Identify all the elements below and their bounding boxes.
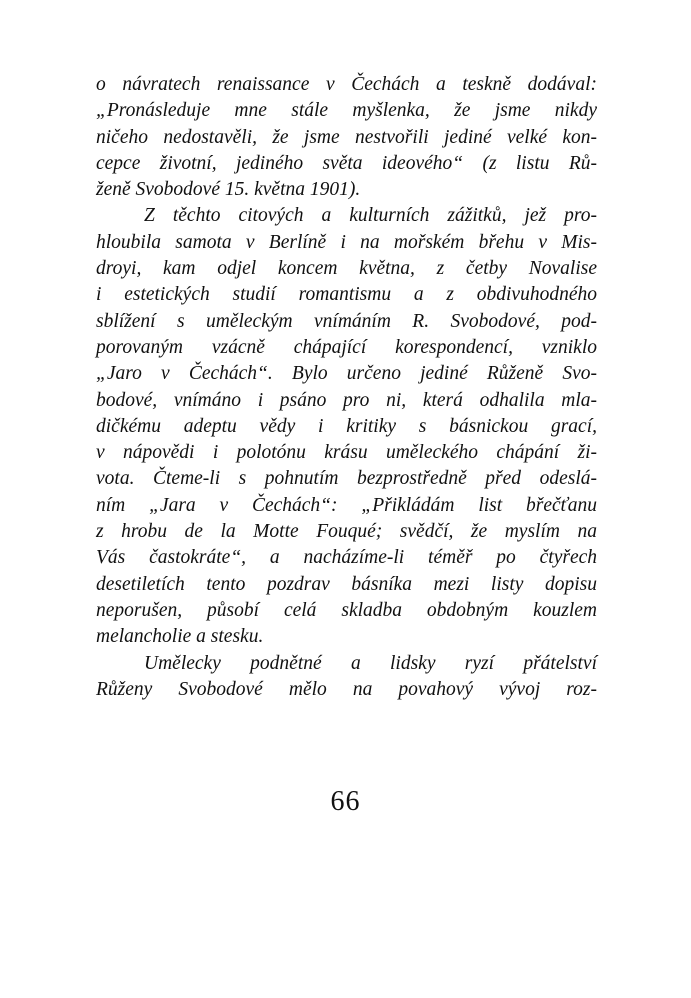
text-line: droyi, kam odjel koncem května, z četby Novalise — [96, 258, 597, 280]
text-line: Růženy Svobodové mělo na povahový vývoj roz- — [96, 678, 597, 700]
text-line: ženě Svobodové 15. května 1901). — [96, 179, 361, 201]
text-line: melancholie a stesku. — [96, 626, 264, 648]
text-line: dičkému adeptu vědy i kritiky s básnickou grací, — [96, 415, 597, 437]
text-line: ním „Jara v Čechách“: „Přikládám list břečťanu — [96, 494, 597, 516]
text-line: Z těchto citových a kulturních zážitků, jež pro- — [144, 205, 597, 227]
text-line: z hrobu de la Motte Fouqué; svědčí, že myslím na — [96, 521, 597, 543]
text-line: hloubila samota v Berlíně i na mořském břehu v Mis- — [96, 231, 597, 253]
text-line: i estetických studií romantismu a z obdivuhodného — [96, 284, 597, 306]
text-line: „Jaro v Čechách“. Bylo určeno jediné Růženě Svo- — [96, 363, 597, 385]
text-line: neporušen, působí celá skladba obdobným kouzlem — [96, 599, 597, 621]
body-text — [96, 72, 597, 703]
text-line: o návratech renaissance v Čechách a teskně dodával: — [96, 74, 597, 95]
text-line: bodové, vnímáno i psáno pro ni, která odhalila mla- — [96, 389, 597, 411]
text-line: Umělecky podnětné a lidsky ryzí přátelství — [144, 652, 597, 674]
text-line: „Pronásleduje mne stále myšlenka, že jsme nikdy — [96, 100, 597, 122]
text-line: v nápovědi i polotónu krásu uměleckého chápání ži- — [96, 442, 597, 464]
page-number: 66 — [330, 786, 361, 817]
text-line: desetiletích tento pozdrav básníka mezi listy dopisu — [96, 573, 597, 595]
text-line: ničeho nedostavěli, že jsme nestvořili jediné velké kon- — [96, 126, 597, 148]
text-line: porovaným vzácně chápající korespondencí, vzniklo — [96, 336, 597, 358]
text-line: sblížení s uměleckým vnímáním R. Svobodové, pod- — [96, 310, 597, 332]
text-line: Vás častokráte“, a nacházíme-li téměř po čtyřech — [96, 547, 597, 569]
text-line: vota. Čteme-li s pohnutím bezprostředně před odeslá- — [96, 468, 597, 490]
text-line: cepce životní, jediného světa ideového“ (z listu Rů- — [96, 152, 597, 174]
